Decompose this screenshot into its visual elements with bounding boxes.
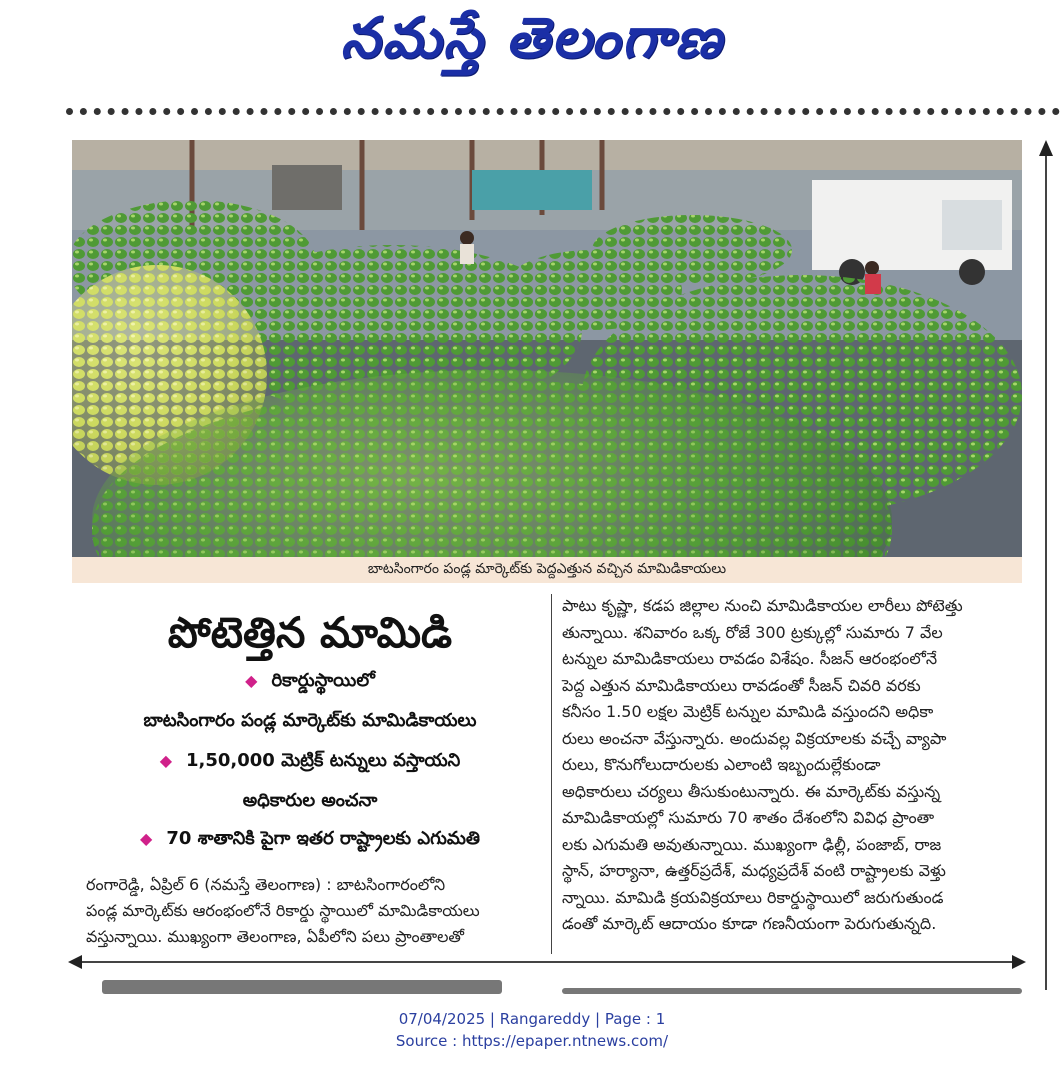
footer-source-line: Source : https://epaper.ntnews.com/ [395,1032,669,1050]
arrow-right-icon [1012,955,1026,969]
cut-off-body-line [562,988,1022,994]
subheading-3: ◆ 70 శాతానికి పైగా ఇతర రాష్ట్రాలకు ఎగుమతి [140,828,480,849]
subheading-2: ◆ 1,50,000 మెట్రిక్ టన్నులు వస్తాయని [159,750,461,771]
arrow-left-icon [68,955,82,969]
subheading-2-cont: అధికారుల అంచనా [242,790,378,811]
diamond-bullet-icon: ◆ [245,671,258,690]
masthead [0,0,1064,90]
newspaper-title: నమస్తే తెలంగాణ [340,5,724,71]
footer [0,1008,1064,1052]
horizontal-ruler [72,961,1022,963]
arrow-up-icon [1039,140,1053,156]
vertical-ruler [1045,150,1047,990]
subheading-1-cont: బాటసింగారం పండ్ల మార్కెట్‌కు మామిడికాయలు [143,710,477,731]
headline: పోటెత్తిన మామిడి [167,608,453,657]
footer-date-line: 07/04/2025 | Rangareddy | Page : 1 [398,1010,666,1028]
photo-illustration [72,140,1022,557]
column-divider [551,594,552,954]
cut-off-headline [102,980,502,994]
photo-caption: బాటసింగారం పండ్ల మార్కెట్‌కు పెద్దఎత్తున వచ్చిన మామిడికాయలు [72,557,1022,583]
diamond-bullet-icon: ◆ [140,829,153,848]
cut-off-text-row [72,980,1022,994]
subheading-1: ◆ రికార్డుస్థాయిలో [245,670,375,691]
diamond-bullet-icon: ◆ [159,751,172,770]
dotted-divider [66,108,1060,115]
left-body-text: రంగారెడ్డి, ఏప్రిల్ 6 (నమస్తే తెలంగాణ) : బాటసింగారంలోని పండ్ల మార్కెట్‌కు ఆరంభంలోనే రికార్డు స్థాయిలో మామిడికాయలు వస్తున్నాయి. ముఖ్యంగా తెలంగాణ, ఏపీలోని పలు ప్రాంతాలతో [86,875,480,946]
mango-market-photo [72,140,1022,557]
right-body-text: పాటు కృష్ణా, కడప జిల్లాల నుంచి మామిడికాయల లారీలు పోటెత్తు తున్నాయి. శనివారం ఒక్క రోజే 300 ట్రక్కుల్లో సుమారు 7 వేల టన్నుల మామిడికాయలు రావడం విశేషం. సీజన్ ఆరంభంలోనే పెద్ద ఎత్తున మామిడికాయలు రావడంతో సీజన్ చివరి వరకు కనీసం 1.50 లక్షల మెట్రిక్ టన్నుల మామిడి వస్తుందని అధికా రులు అంచనా వేస్తున్నారు. అందువల్ల విక్రయాలకు వచ్చే వ్యాపా రులు, కొనుగోలుదారులకు ఎలాంటి ఇబ్బందుల్లేకుండా అధికారులు చర్యలు తీసుకుంటున్నారు. ఈ మార్కెట్‌కు వస్తున్న మామిడికాయల్లో సుమారు 70 శాతం దేశంలోని వివిధ ప్రాంతా లకు ఎగుమతి అవుతున్నాయి. ముఖ్యంగా ఢిల్లీ, పంజాబ్, రాజ స్థాన్, హర్యానా, ఉత్తర్‌ప్రదేశ్, మధ్యప్రదేశ్ వంటి రాష్ట్రాలకు వెళ్తు న్నాయి. మామిడి క్రయవిక్రయాలు రికార్డుస్థాయిలో జరుగుతుండ డంతో మార్కెట్ ఆదాయం కూడా గణనీయంగా పెరుగుతున్నది. [562,596,963,933]
